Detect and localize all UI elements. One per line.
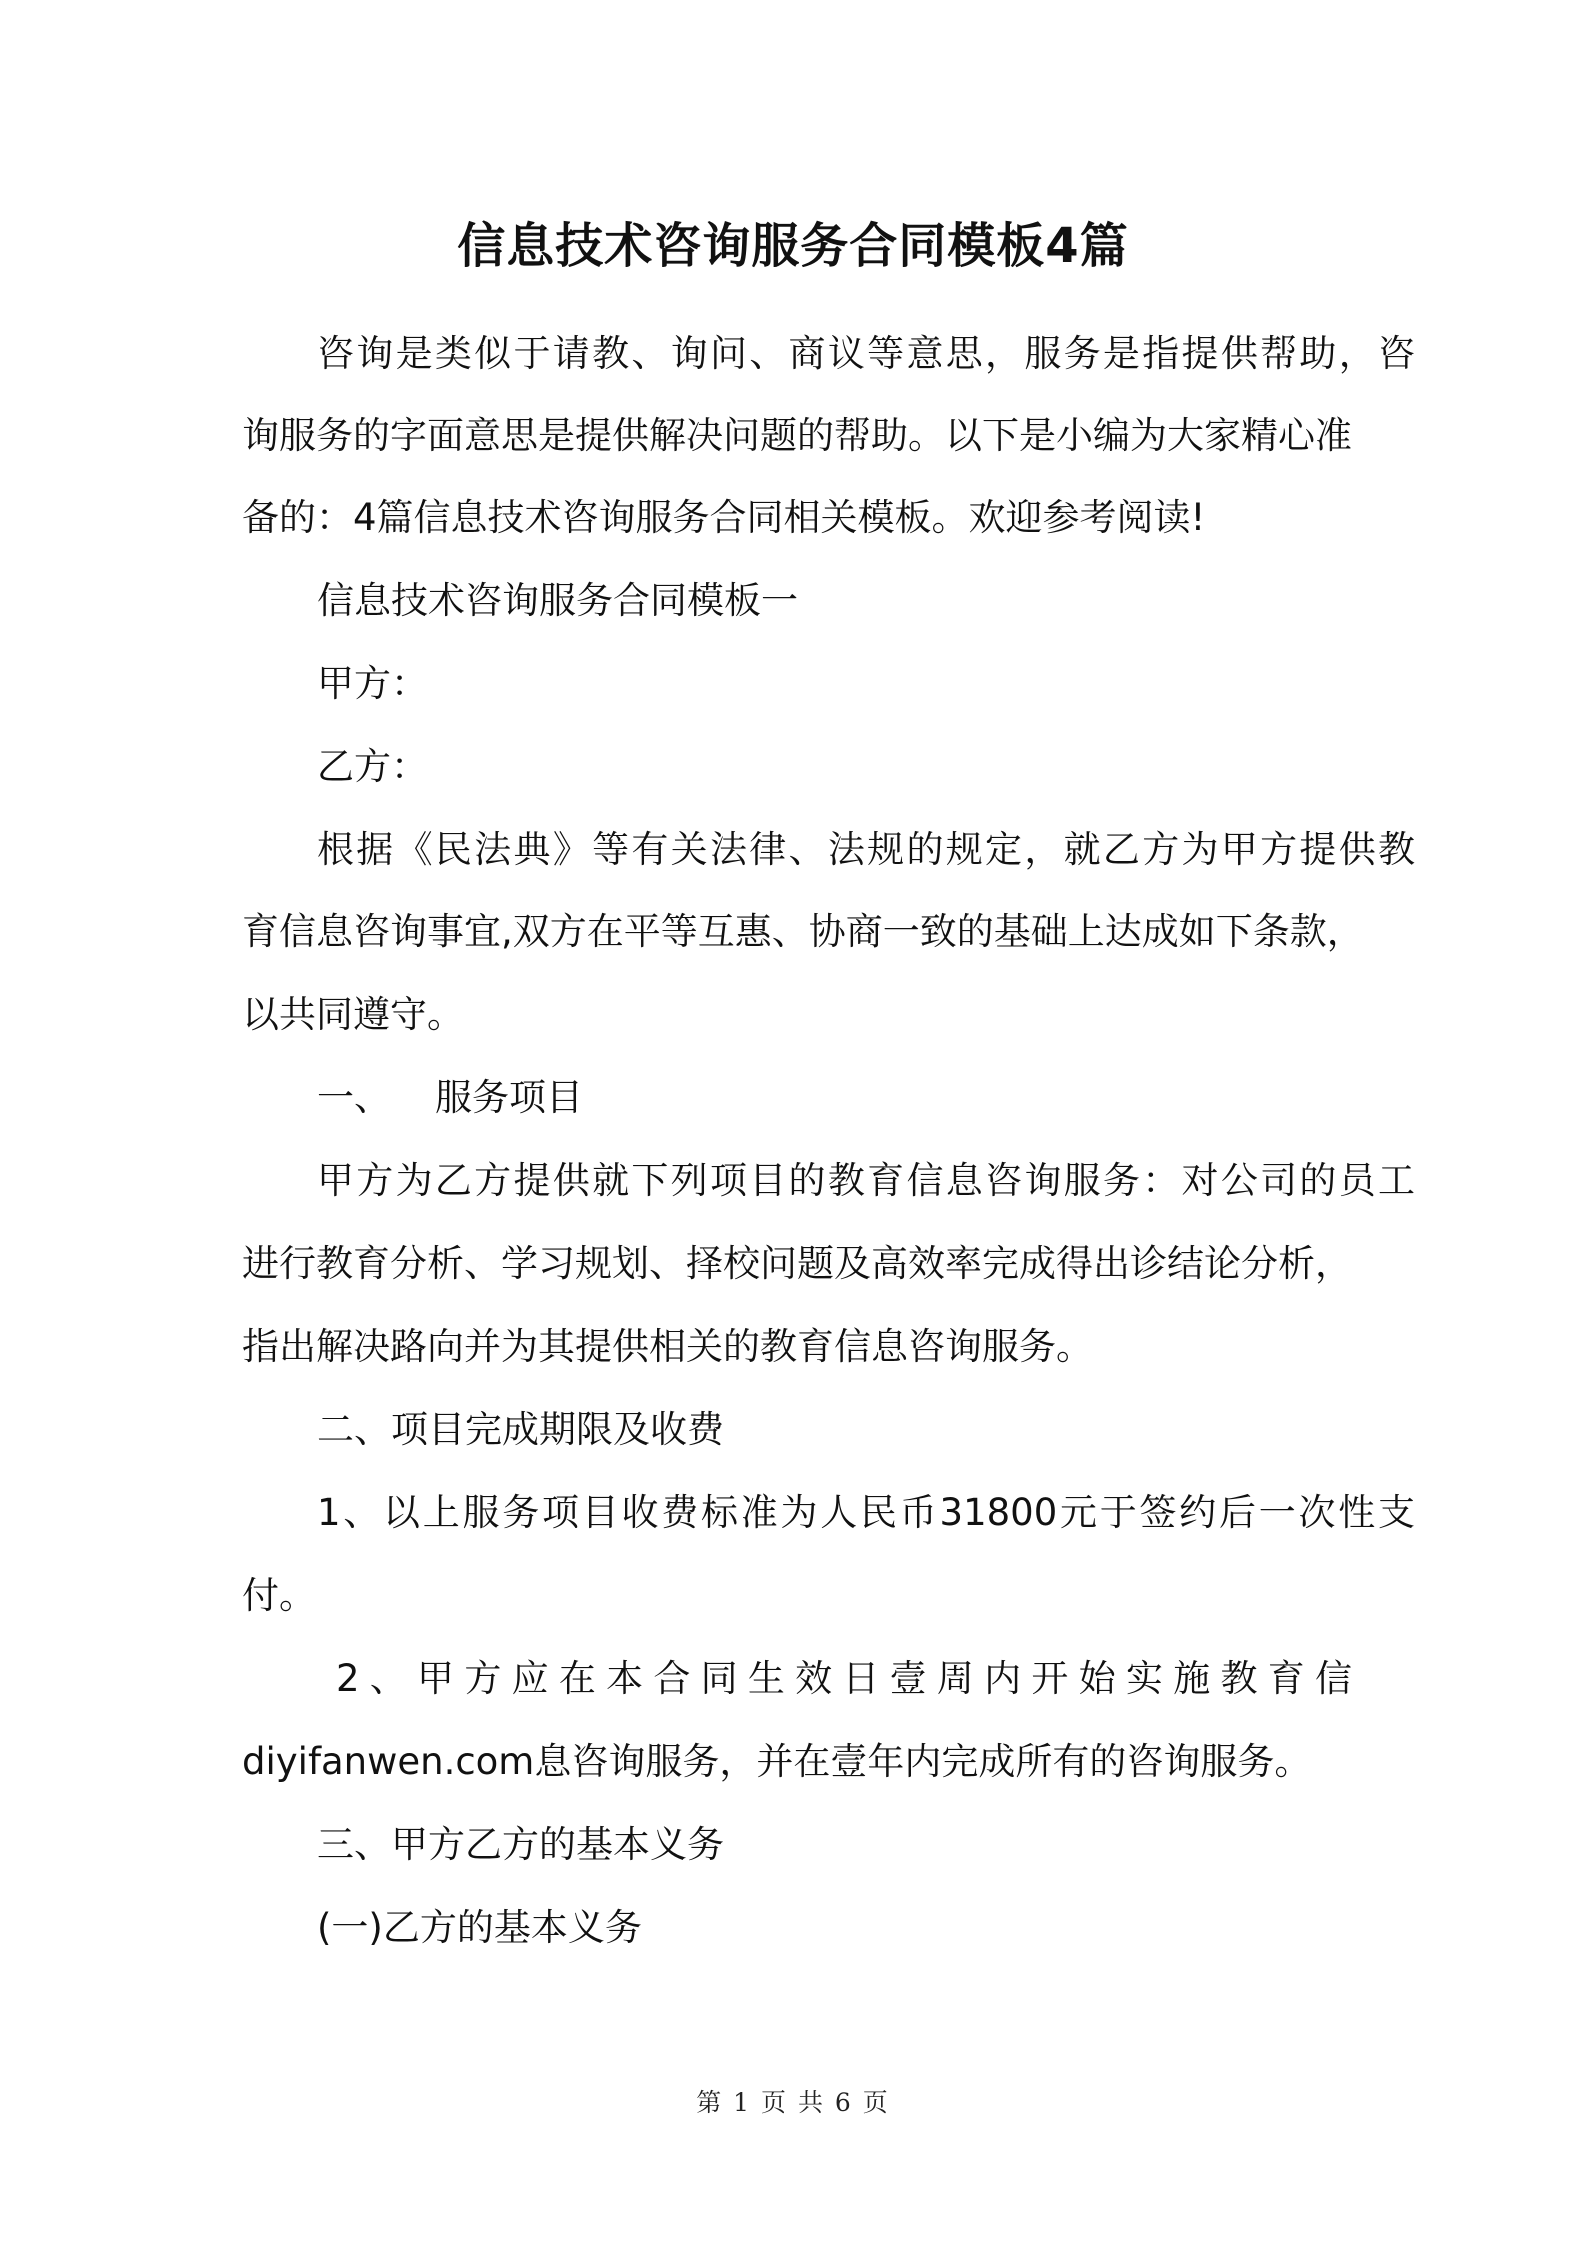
page-footer: 第 1 页 共 6 页 [696, 2088, 890, 2117]
section2-item2-line-2: diyifanwen.com息咨询服务，并在壹年内完成所有的咨询服务。 [242, 1740, 1312, 1783]
section3-heading: 三、甲方乙方的基本义务 [317, 1823, 724, 1866]
section1-line-2: 进行教育分析、学习规划、择校问题及高效率完成得出诊结论分析， [242, 1242, 1352, 1285]
party-a-label: 甲方： [317, 662, 428, 705]
section3-sub1-heading: (一)乙方的基本义务 [317, 1906, 642, 1949]
section1-line-1: 甲方为乙方提供就下列项目的教育信息咨询服务：对公司的员工 [317, 1159, 1415, 1202]
template-heading: 信息技术咨询服务合同模板一 [317, 579, 798, 622]
section2-item1-line-1: 1、以上服务项目收费标准为人民币31800元于签约后一次性支 [317, 1491, 1415, 1534]
section1-line-3: 指出解决路向并为其提供相关的教育信息咨询服务。 [242, 1325, 1093, 1368]
section2-item2-line-1: 2、甲方应在本合同生效日壹周内开始实施教育信 [336, 1657, 1352, 1700]
basis-line-1: 根据《民法典》等有关法律、法规的规定，就乙方为甲方提供教 [317, 828, 1415, 871]
section1-title: 服务项目 [435, 1076, 583, 1119]
section2-heading: 二、项目完成期限及收费 [317, 1408, 724, 1451]
section1-number: 一、 [317, 1076, 391, 1119]
party-b-label: 乙方： [317, 745, 428, 788]
section2-item1-line-2: 付。 [242, 1574, 316, 1617]
intro-line-1: 咨询是类似于请教、询问、商议等意思，服务是指提供帮助，咨 [317, 332, 1415, 375]
intro-line-3: 备的：4篇信息技术咨询服务合同相关模板。欢迎参考阅读! [242, 496, 1206, 539]
basis-line-3: 以共同遵守。 [242, 993, 464, 1036]
section1-heading [317, 1073, 583, 1123]
document-title: 信息技术咨询服务合同模板4篇 [457, 218, 1129, 274]
basis-line-2: 育信息咨询事宜,双方在平等互惠、协商一致的基础上达成如下条款， [242, 910, 1364, 953]
intro-line-2: 询服务的字面意思是提供解决问题的帮助。以下是小编为大家精心准 [242, 414, 1352, 457]
